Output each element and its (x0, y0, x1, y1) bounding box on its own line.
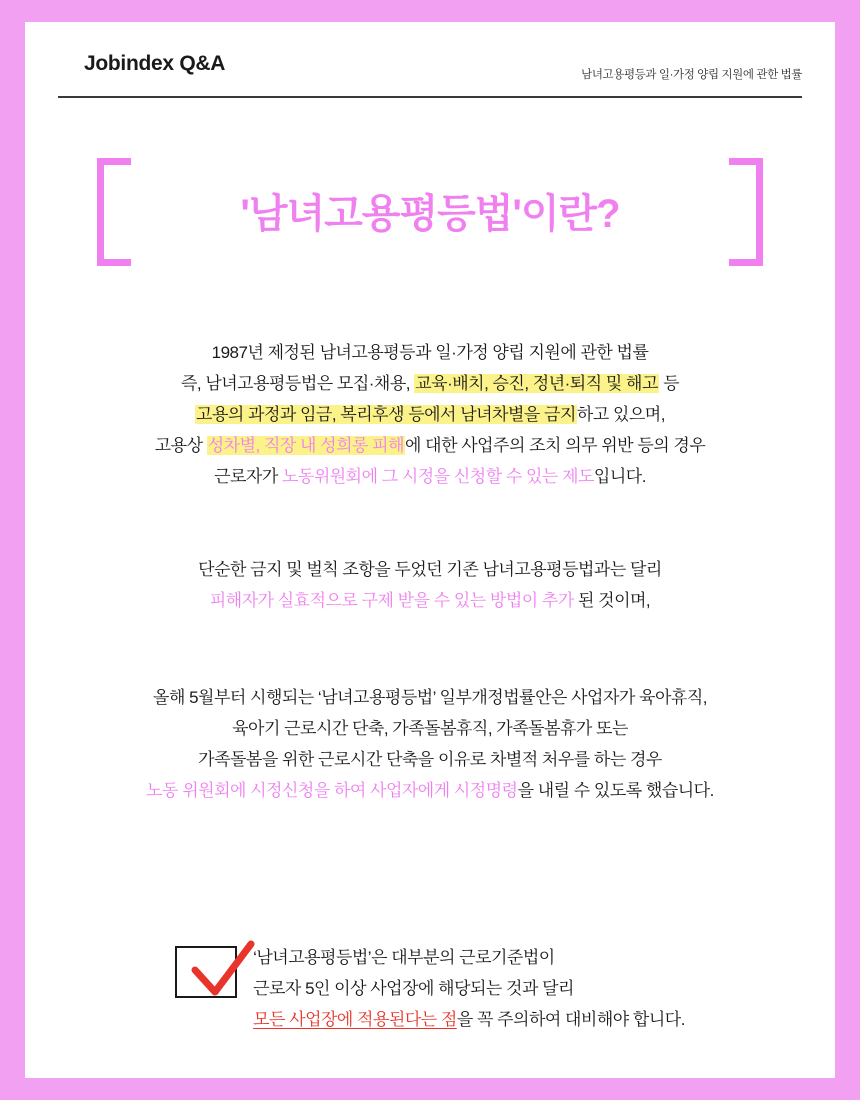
header-subtitle: 남녀고용평등과 일·가정 양립 지원에 관한 법률 (581, 69, 802, 81)
p1l2-text-a: 즉, 남녀고용평등법은 모집·채용, (180, 374, 415, 393)
paragraph-definition (45, 337, 815, 492)
p1l5-text-b: 입니다. (593, 467, 646, 486)
p2l2-accent: 피해자가 실효적으로 구제 받을 수 있는 방법이 추가 (209, 591, 574, 610)
paragraph2-line2 (45, 585, 815, 616)
paragraph-remedy (45, 554, 815, 616)
paragraph3-line2: 육아기 근로시간 단축, 가족돌봄휴직, 가족돌봄휴가 또는 (232, 719, 628, 738)
paragraph1-line4 (45, 430, 815, 461)
p1l5-accent: 노동위원회에 그 시정을 신청할 수 있는 제도 (281, 467, 594, 486)
p1l4-text-a: 고용상 (154, 436, 207, 455)
p2l2-text-b: 된 것이며, (573, 591, 651, 610)
p1l5-text-a: 근로자가 (214, 467, 282, 486)
p1l2-highlight: 교육·배치, 승진, 정년·퇴직 및 해고 (415, 374, 658, 393)
paragraph-amendment (45, 682, 815, 806)
p3l4-accent: 노동 위원회에 시정신청을 하여 사업자에게 시정명령 (146, 781, 518, 800)
paragraph3-line1: 올해 5월부터 시행되는 ‘남녀고용평등법’ 일부개정법률안은 사업자가 육아휴직, (153, 688, 707, 707)
brand-title: Jobindex Q&A (84, 52, 226, 75)
note-inner (175, 942, 685, 1035)
page-title: '남녀고용평등법'이란? (240, 192, 620, 236)
document-page (25, 22, 835, 1078)
paragraph3-line4 (45, 775, 815, 806)
paragraph1-line3 (45, 399, 815, 430)
title-block (25, 142, 835, 282)
note-line1: ‘남녀고용평등법’은 대부분의 근로기준법이 (253, 948, 555, 967)
p1l3-text-b: 하고 있으며, (576, 405, 665, 424)
note-line2: 근로자 5인 이상 사업장에 해당되는 것과 달리 (253, 979, 574, 998)
note-lines (253, 942, 685, 1035)
note-line3 (253, 1004, 685, 1035)
p1l4-accent-highlight: 성차별, 직장 내 성희롱 피해 (207, 436, 404, 455)
document-body (45, 337, 815, 806)
note-line3-text: 을 꼭 주의하여 대비해야 합니다. (456, 1010, 685, 1029)
p3l4-text-b: 을 내릴 수 있도록 했습니다. (517, 781, 714, 800)
note-line3-emphasis: 모든 사업장에 적용된다는 점 (253, 1010, 457, 1029)
p1l4-text-b: 에 대한 사업주의 조치 의무 위반 등의 경우 (405, 436, 706, 455)
paragraph1-line2 (45, 368, 815, 399)
paragraph1-line5 (45, 461, 815, 492)
paragraph1-line1: 1987년 제정된 남녀고용평등과 일·가정 양립 지원에 관한 법률 (211, 343, 649, 362)
paragraph2-line1: 단순한 금지 및 벌칙 조항을 두었던 기존 남녀고용평등법과는 달리 (198, 560, 662, 579)
note-block (45, 942, 815, 1035)
document-header (58, 52, 802, 98)
p1l2-text-b: 등 (658, 374, 680, 393)
p1l3-highlight: 고용의 과정과 임금, 복리후생 등에서 남녀차별을 금지 (196, 405, 576, 424)
paragraph3-line3: 가족돌봄을 위한 근로시간 단축을 이유로 차별적 처우를 하는 경우 (198, 750, 662, 769)
check-mark-icon (187, 940, 257, 1006)
